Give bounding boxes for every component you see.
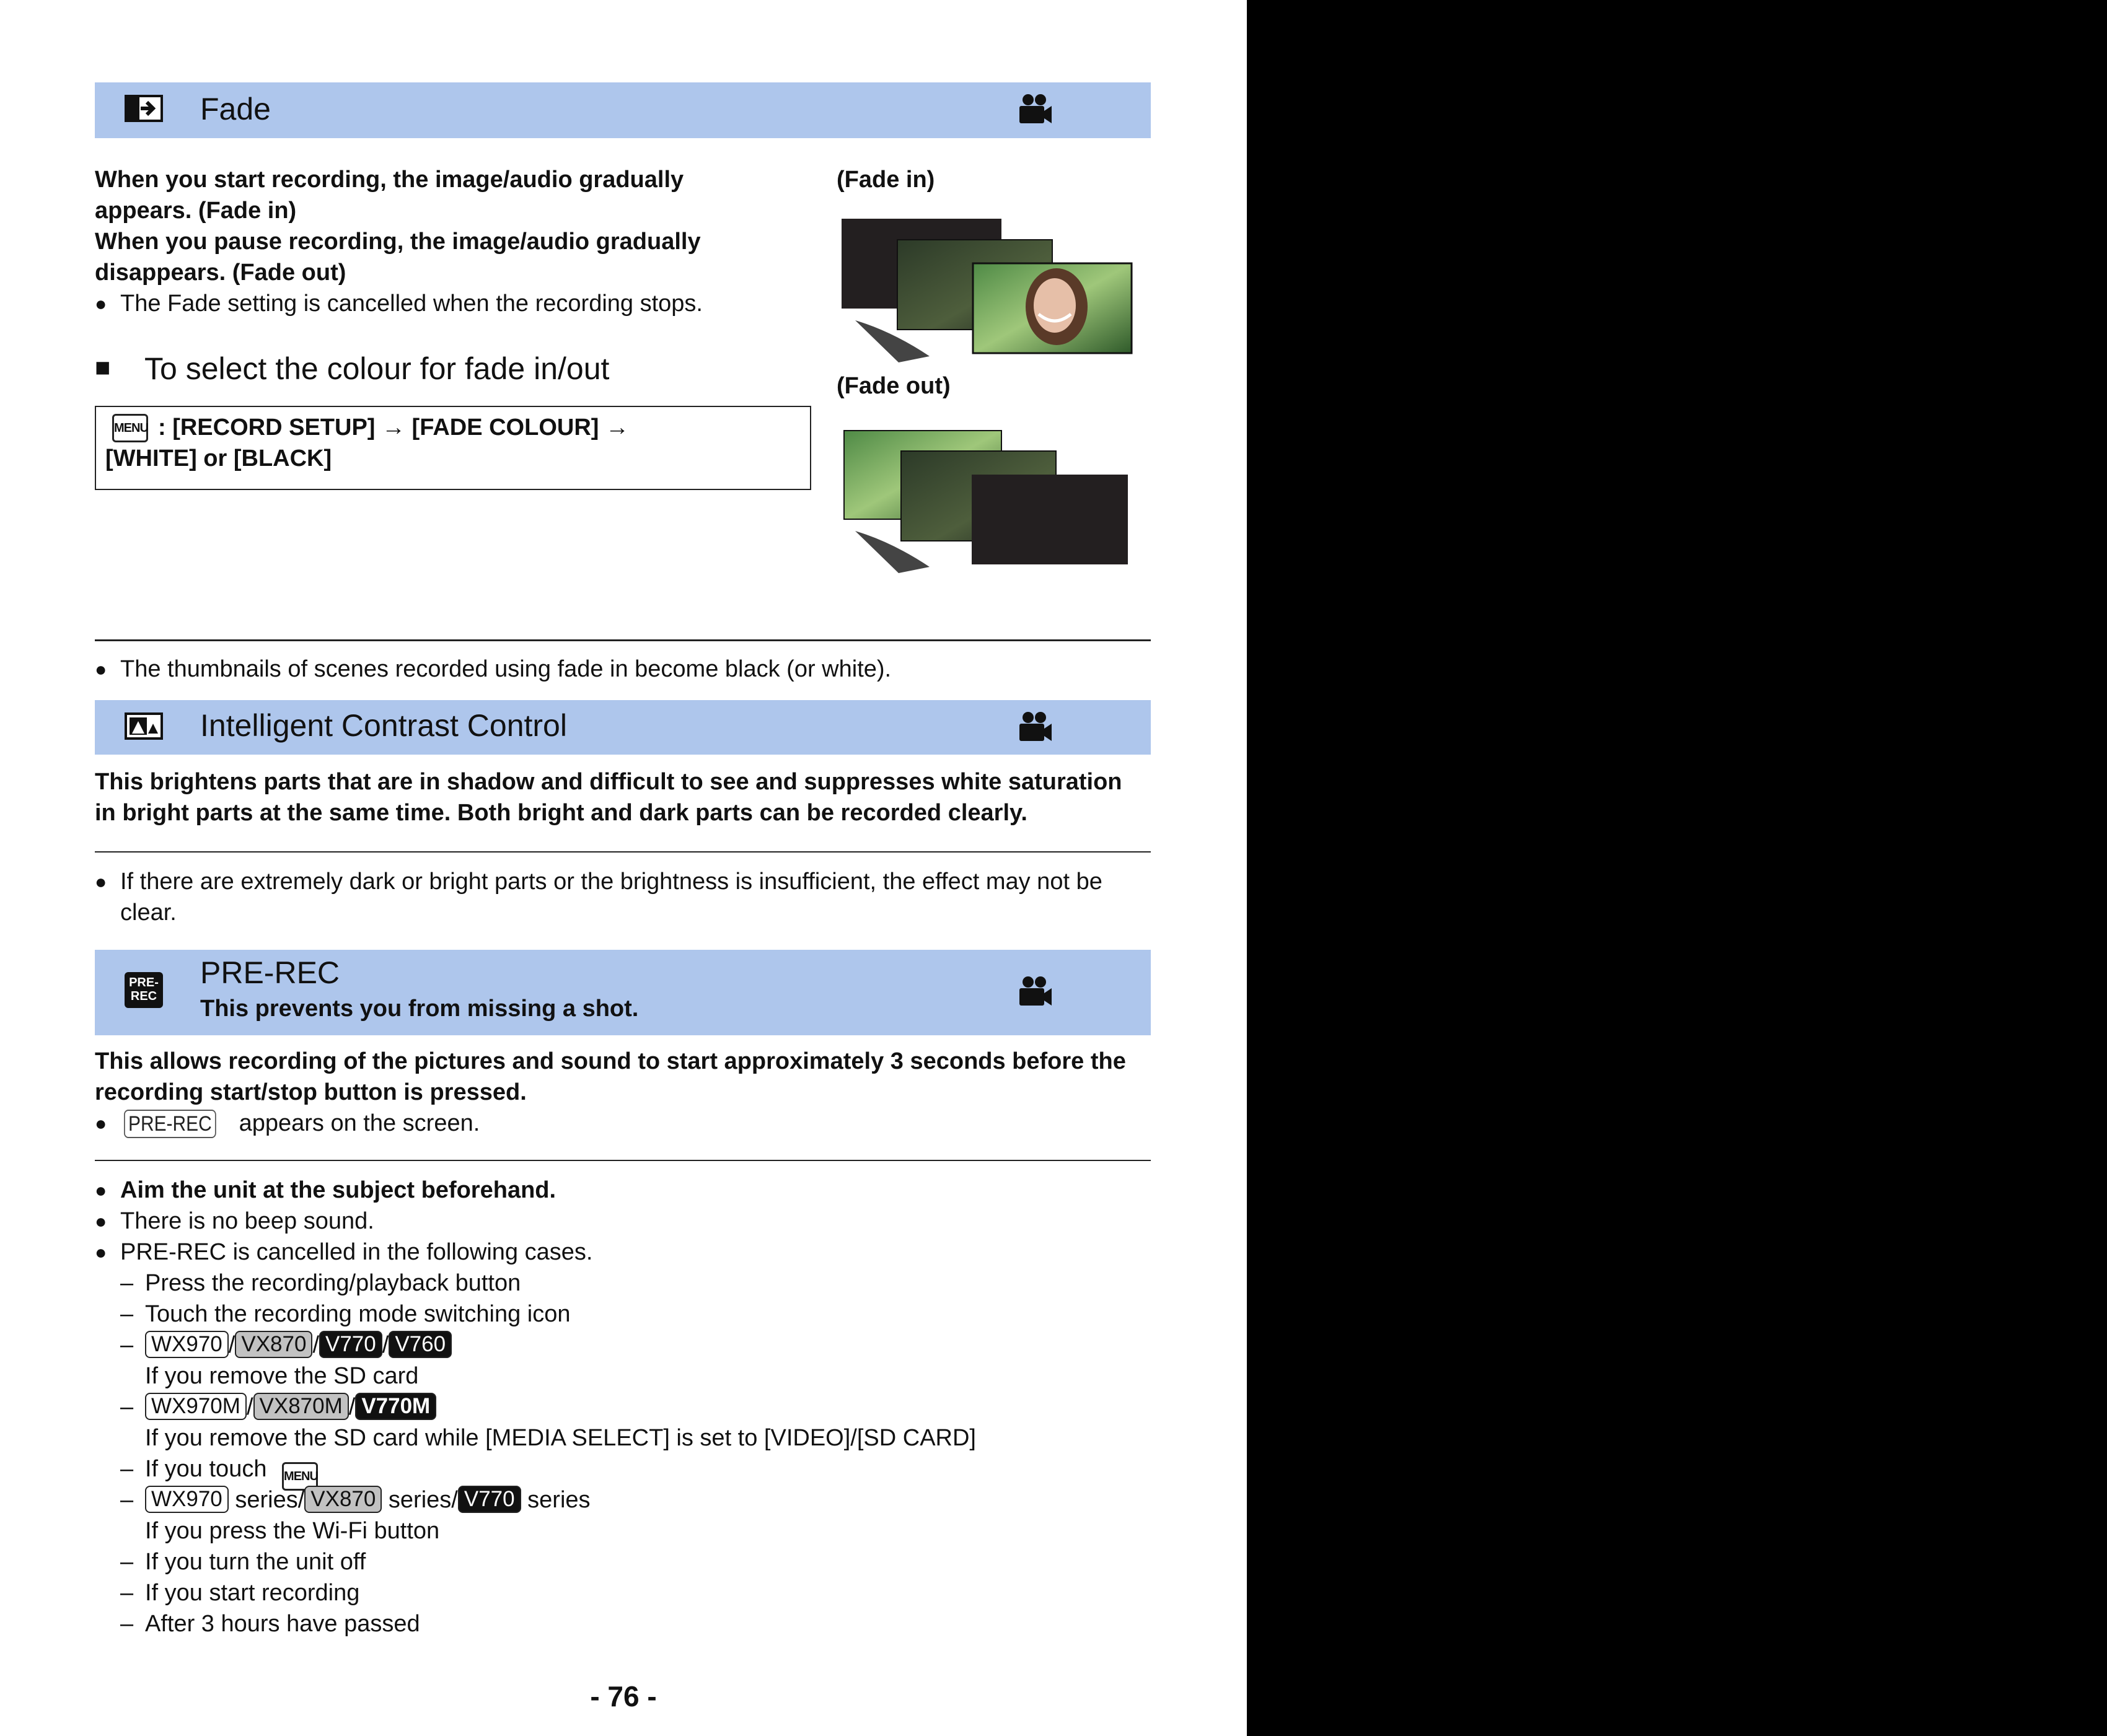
cancel-case-3: If you remove the SD card — [145, 1363, 419, 1389]
bullet: ● — [95, 1210, 107, 1232]
contrast-header — [95, 700, 1151, 755]
dash: – — [120, 1332, 134, 1358]
slash: / — [312, 1332, 319, 1358]
bullet: ● — [95, 1179, 107, 1201]
slash: / — [348, 1394, 356, 1420]
model-chip: VX870 — [304, 1486, 382, 1513]
menu-path-line-1: : [RECORD SETUP] → [FADE COLOUR] → — [158, 414, 629, 441]
contrast-icon — [125, 712, 163, 743]
prerec-screen-note: appears on the screen. — [239, 1110, 480, 1136]
square-glyph: ■ — [95, 353, 111, 382]
prerec-desc-2: recording start/stop button is pressed. — [95, 1079, 527, 1105]
cancel-case-7: If you turn the unit off — [145, 1549, 366, 1575]
cancel-case-9: After 3 hours have passed — [145, 1611, 420, 1637]
model-chip: WX970 — [145, 1331, 229, 1358]
contrast-note-2: clear. — [120, 900, 177, 926]
dash: – — [120, 1270, 134, 1296]
bullet: ● — [95, 1241, 107, 1263]
black-margin — [1247, 0, 2107, 1736]
cancel-case-1: Press the recording/playback button — [145, 1270, 521, 1296]
cancel-case-5-text: If you touch — [145, 1456, 267, 1482]
prerec-header — [95, 950, 1151, 1035]
fade-header — [95, 82, 1151, 138]
model-chip: V770M — [355, 1393, 436, 1420]
prerec-bullet-2: There is no beep sound. — [120, 1208, 374, 1234]
prerec-screen-line — [124, 1108, 480, 1139]
slash: / — [246, 1394, 253, 1420]
fade-icon — [125, 95, 163, 125]
menu-path-line-2: [WHITE] or [BLACK] — [105, 445, 332, 471]
prerec-title: PRE-REC — [200, 955, 340, 990]
model-chip: VX870 — [235, 1331, 312, 1358]
slash: / — [382, 1332, 389, 1358]
movie-camera-icon — [1016, 975, 1053, 1011]
divider — [95, 1160, 1151, 1161]
bullet: ● — [95, 658, 107, 680]
fade-out-illustration — [837, 424, 1134, 576]
fade-note: The Fade setting is cancelled when the recording stops. — [120, 291, 703, 317]
dash: – — [120, 1487, 134, 1513]
prerec-bullet-3: PRE-REC is cancelled in the following cases. — [120, 1239, 593, 1265]
model-chip: WX970 — [145, 1486, 229, 1513]
dash: – — [120, 1394, 134, 1420]
bullet: ● — [95, 1112, 107, 1134]
prerec-subtitle: This prevents you from missing a shot. — [200, 996, 639, 1022]
movie-camera-icon — [1016, 92, 1053, 129]
model-chips-1 — [145, 1330, 452, 1361]
page-number: - 76 - — [590, 1680, 657, 1712]
divider — [95, 851, 1151, 853]
fade-desc-4: disappears. (Fade out) — [95, 260, 346, 286]
fade-title: Fade — [200, 92, 271, 126]
fade-out-label: (Fade out) — [837, 373, 951, 399]
fade-colour-heading: To select the colour for fade in/out — [144, 351, 610, 386]
thumbnail-note: The thumbnails of scenes recorded using fade in become black (or white). — [120, 656, 892, 682]
fade-desc-3: When you pause recording, the image/audio gradually — [95, 229, 701, 255]
series-label: series — [527, 1487, 591, 1513]
contrast-desc-2: in bright parts at the same time. Both bright and dark parts can be recorded clearly. — [95, 800, 1027, 826]
cancel-case-2: Touch the recording mode switching icon — [145, 1301, 571, 1327]
model-chip: V770 — [319, 1331, 382, 1358]
fade-desc-1: When you start recording, the image/audio gradually — [95, 167, 684, 193]
model-chip: VX870M — [253, 1393, 349, 1420]
prerec-icon-line-1: PRE- — [129, 976, 159, 989]
contrast-desc-1: This brightens parts that are in shadow and difficult to see and suppresses white saturation — [95, 769, 1122, 795]
contrast-note-1: If there are extremely dark or bright parts or the brightness is insufficient, the effect may not be — [120, 869, 1102, 895]
cancel-case-4: If you remove the SD card while [MEDIA SELECT] is set to [VIDEO]/[SD CARD] — [145, 1425, 976, 1451]
cancel-case-6: If you press the Wi-Fi button — [145, 1518, 440, 1544]
model-chips-2 — [145, 1392, 436, 1423]
divider — [95, 639, 1151, 641]
dash: – — [120, 1580, 134, 1606]
menu-icon: MENU — [112, 414, 148, 442]
model-chip: V760 — [389, 1331, 452, 1358]
dash: – — [120, 1611, 134, 1637]
fade-in-label: (Fade in) — [837, 167, 935, 193]
fade-in-illustration — [837, 214, 1134, 366]
model-chip: V770 — [458, 1486, 521, 1513]
prerec-icon-line-2: REC — [130, 989, 157, 1003]
contrast-title: Intelligent Contrast Control — [200, 708, 567, 743]
bullet: ● — [95, 292, 107, 315]
prerec-desc-1: This allows recording of the pictures and sound to start approximately 3 seconds before the — [95, 1048, 1126, 1074]
dash: – — [120, 1301, 134, 1327]
prerec-indicator: PRE-REC — [124, 1110, 216, 1138]
model-chips-3 — [145, 1484, 591, 1515]
cancel-case-8: If you start recording — [145, 1580, 360, 1606]
dash: – — [120, 1456, 134, 1482]
series-label: series/ — [388, 1487, 458, 1513]
model-chip: WX970M — [145, 1393, 247, 1420]
prerec-bullet-1: Aim the unit at the subject beforehand. — [120, 1177, 556, 1203]
fade-desc-2: appears. (Fade in) — [95, 198, 297, 224]
series-label: series/ — [235, 1487, 305, 1513]
prerec-icon — [125, 972, 163, 1008]
bullet: ● — [95, 870, 107, 893]
slash: / — [228, 1332, 235, 1358]
movie-camera-icon — [1016, 710, 1053, 747]
menu-icon: MENU — [282, 1462, 318, 1491]
dash: – — [120, 1549, 134, 1575]
